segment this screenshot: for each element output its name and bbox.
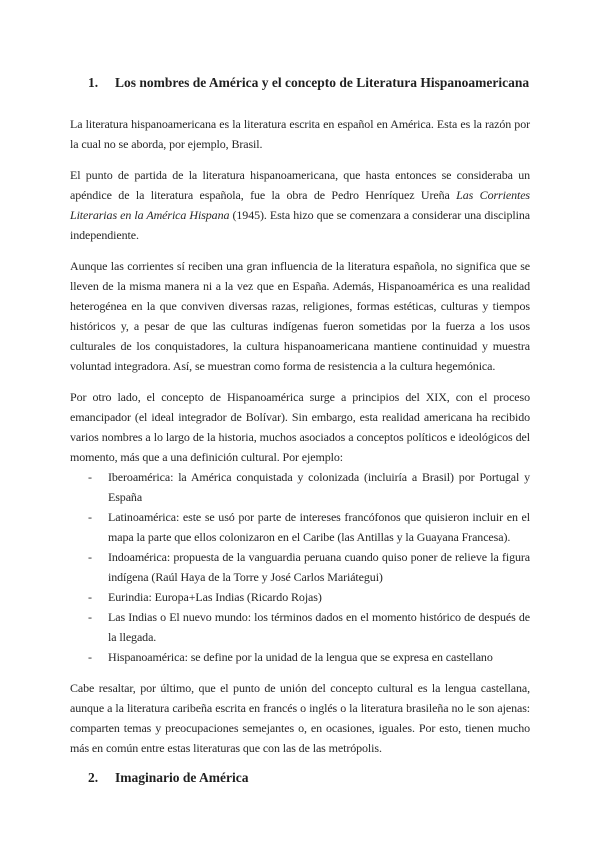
list-item-indoamerica	[70, 547, 530, 587]
paragraph-corrientes: Aunque las corrientes sí reciben una gran influencia de la literatura española, no significa que se lleven de la misma manera ni a la vez que en España. Además, Hispanoamérica es una realidad heterogénea en la que conviven diversas razas, religiones, formas estéticas, culturas y tiempos históricos y, a pesar de que las culturas indígenas fueron sometidas por la fuerza a los usos culturales de los conquistadores, la cultura hispanoamericana mantiene continuidad y muestra voluntad integradora. Así, se muestran como forma de resistencia a la cultura hegemónica.	[70, 259, 530, 373]
paragraph-origin	[70, 165, 530, 245]
section-heading-1	[70, 74, 530, 91]
list-item-text: Latinoamérica: este se usó por parte de intereses francófonos que quisieron incluir en el mapa la parte que ellos colonizaron en el Caribe (las Antillas y la Guayana Francesa).	[108, 510, 530, 544]
dash-bullet: -	[88, 470, 92, 484]
list-item-text: Eurindia: Europa+Las Indias (Ricardo Rojas)	[108, 590, 322, 604]
paragraph-origin-before: El punto de partida de la literatura hispanoamericana, que hasta entonces se consideraba un apéndice de la literatura española, fue la obra de Pedro Henríquez Ureña	[70, 168, 530, 202]
list-item-text: Las Indias o El nuevo mundo: los términos dados en el momento histórico de después de la llegada.	[108, 610, 530, 644]
paragraph-conclusion: Cabe resaltar, por último, que el punto de unión del concepto cultural es la lengua castellana, aunque a la literatura caribeña escrita en francés o inglés o la literatura brasileña no le son ajenas: comparten temas y preocupaciones semejantes o, en ocasiones, iguales. Por esto, tienen mucho más en común entre estas literaturas que con las de las metrópolis.	[70, 681, 530, 755]
list-item-las-indias	[70, 607, 530, 647]
list-item-text: Iberoamérica: la América conquistada y colonizada (incluiría a Brasil) por Portugal y España	[108, 470, 530, 504]
dash-bullet: -	[88, 550, 92, 564]
list-item-iberoamerica	[70, 467, 530, 507]
section-1-number: 1.	[88, 75, 99, 90]
dash-bullet: -	[88, 590, 92, 604]
section-2-title: Imaginario de América	[115, 770, 249, 785]
section-heading-2	[70, 769, 530, 786]
list-item-hispanoamerica	[70, 647, 530, 667]
book-title-italic: Las Corrientes Literarias en la América Hispana	[70, 188, 531, 222]
paragraph-nombres: Por otro lado, el concepto de Hispanoamérica surge a principios del XIX, con el proceso emancipador (el ideal integrador de Bolívar). Sin embargo, esta realidad americana ha recibido varios nombres a lo largo de la historia, muchos asociados a conceptos políticos e ideológicos del momento, más que a una definición cultural. Por ejemplo:	[70, 390, 530, 464]
paragraph-intro: La literatura hispanoamericana es la literatura escrita en español en América. Esta es la razón por la cual no se aborda, por ejemplo, Brasil.	[70, 117, 530, 151]
section-1-title: Los nombres de América y el concepto de Literatura Hispanoamericana	[115, 75, 530, 90]
list-item-eurindia	[70, 587, 530, 607]
paragraph-origin-after: (1945). Esta hizo que se comenzara a considerar una disciplina independiente.	[70, 208, 530, 242]
section-2-number: 2.	[88, 770, 99, 785]
dash-bullet: -	[88, 650, 92, 664]
list-item-text: Indoamérica: propuesta de la vanguardia peruana cuando quiso poner de relieve la figura indígena (Raúl Haya de la Torre y José Carlos Mariátegui)	[108, 550, 530, 584]
america-names-list	[70, 467, 530, 667]
list-item-text: Hispanoamérica: se define por la unidad de la lengua que se expresa en castellano	[108, 650, 493, 664]
dash-bullet: -	[88, 610, 92, 624]
list-item-latinoamerica	[70, 507, 530, 547]
dash-bullet: -	[88, 510, 92, 524]
